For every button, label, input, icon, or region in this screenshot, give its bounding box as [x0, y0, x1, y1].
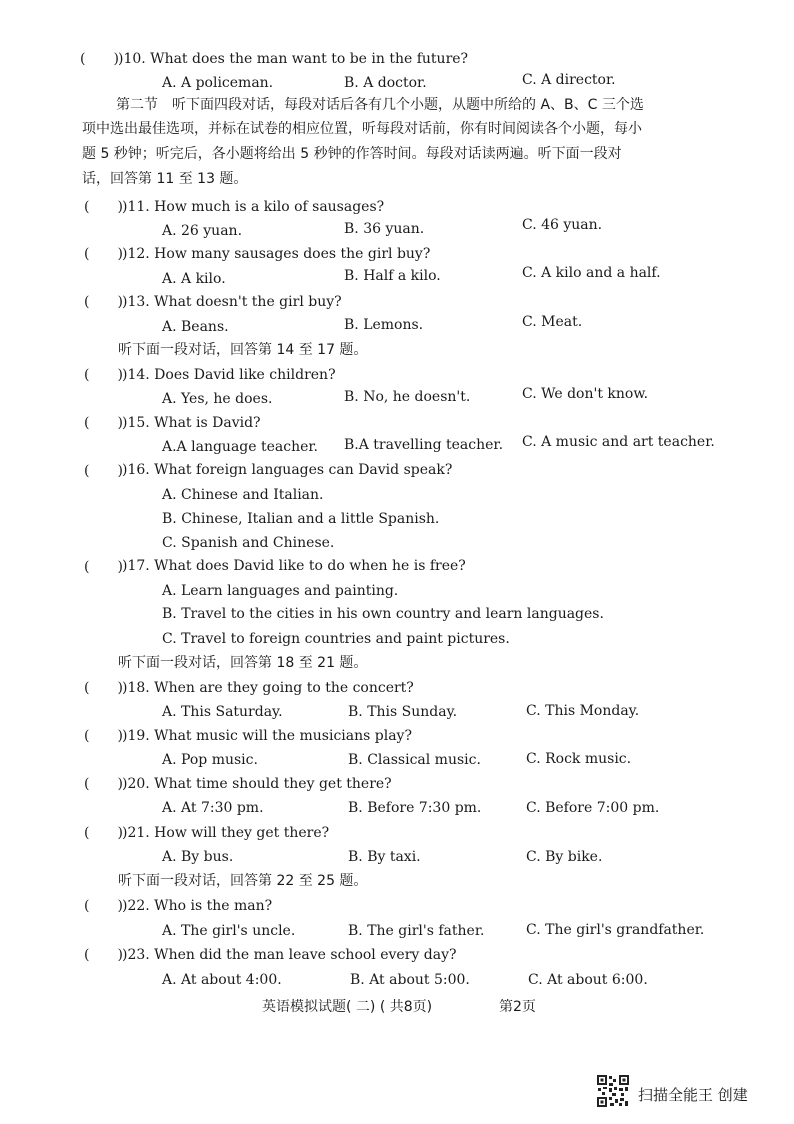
option-c: C. Meat. — [522, 314, 583, 330]
section-intro-line4: 话，回答第 11 至 13 题。 — [82, 171, 248, 187]
option-b: B. This Sunday. — [348, 704, 458, 720]
question-23: )23. When did the man leave school every day? — [122, 947, 457, 963]
option-a: A. Yes, he does. — [162, 391, 273, 407]
option-c: C. Spanish and Chinese. — [162, 535, 335, 551]
option-b: B. Before 7:30 pm. — [348, 800, 482, 816]
answer-blank[interactable]: ( ) — [80, 51, 119, 67]
question-21: )21. How will they get there? — [122, 825, 330, 841]
option-c: C. The girl's grandfather. — [526, 922, 705, 938]
option-b: B.A travelling teacher. — [344, 437, 504, 453]
question-18: )18. When are they going to the concert? — [122, 680, 414, 696]
option-a: A. Beans. — [162, 319, 229, 335]
answer-blank[interactable]: ( ) — [84, 367, 123, 383]
question-16: )16. What foreign languages can David speak? — [122, 462, 453, 478]
question-20: )20. What time should they get there? — [122, 776, 392, 792]
section-intro-line3: 题 5 秒钟；听完后，各小题将给出 5 秒钟的作答时间。每段对话读两遍。听下面一段对 — [82, 146, 622, 162]
question-22: )22. Who is the man? — [122, 898, 273, 914]
option-b: B. By taxi. — [348, 849, 421, 865]
option-b: B. The girl's father. — [348, 923, 485, 939]
scanner-watermark: 扫描全能王 创建 — [638, 1086, 748, 1104]
section-intro-line2: 项中选出最佳选项，并标在试卷的相应位置，听每段对话前，你有时间阅读各个小题，每小 — [82, 121, 642, 137]
option-c: C. A director. — [522, 72, 616, 88]
answer-blank[interactable]: ( ) — [84, 463, 123, 479]
answer-blank[interactable]: ( ) — [84, 680, 123, 696]
option-a: A. This Saturday. — [162, 704, 283, 720]
option-c: C. We don't know. — [522, 386, 649, 402]
option-a: A. By bus. — [162, 849, 234, 865]
question-11: )11. How much is a kilo of sausages? — [122, 199, 385, 215]
option-b: B. No, he doesn't. — [344, 389, 471, 405]
option-a: A. At 7:30 pm. — [162, 800, 264, 816]
dialog-instruction: 听下面一段对话，回答第 22 至 25 题。 — [118, 873, 368, 889]
answer-blank[interactable]: ( ) — [84, 728, 123, 744]
option-a: A. 26 yuan. — [162, 223, 243, 239]
option-b: B. Travel to the cities in his own country and learn languages. — [162, 606, 604, 622]
option-a: A. Learn languages and painting. — [162, 583, 399, 599]
qr-code-icon — [596, 1074, 630, 1108]
answer-blank[interactable]: ( ) — [84, 559, 123, 575]
option-a: A. The girl's uncle. — [162, 923, 296, 939]
option-a: A. Chinese and Italian. — [162, 487, 324, 503]
option-c: C. Rock music. — [526, 751, 632, 767]
question-14: )14. Does David like children? — [122, 367, 336, 383]
option-c: C. This Monday. — [526, 703, 640, 719]
question-17: )17. What does David like to do when he is free? — [122, 558, 466, 574]
option-b: B. 36 yuan. — [344, 221, 425, 237]
option-a: A.A language teacher. — [162, 439, 318, 455]
question-15: )15. What is David? — [122, 415, 261, 431]
option-a: A. A policeman. — [162, 75, 274, 91]
option-b: B. A doctor. — [344, 75, 427, 91]
option-c: C. Before 7:00 pm. — [526, 800, 660, 816]
footer-page-number: 第2页 — [499, 999, 536, 1015]
answer-blank[interactable]: ( ) — [84, 294, 123, 310]
option-a: A. Pop music. — [162, 752, 258, 768]
answer-blank[interactable]: ( ) — [84, 825, 123, 841]
question-12: )12. How many sausages does the girl buy? — [122, 246, 431, 262]
answer-blank[interactable]: ( ) — [84, 898, 123, 914]
footer-title: 英语模拟试题( 二) ( 共8页) — [262, 999, 433, 1015]
question-19: )19. What music will the musicians play? — [122, 728, 412, 744]
question-13: )13. What doesn't the girl buy? — [122, 294, 342, 310]
option-b: B. Half a kilo. — [344, 268, 441, 284]
option-a: A. At about 4:00. — [162, 972, 282, 988]
option-b: B. Lemons. — [344, 317, 424, 333]
option-c: C. By bike. — [526, 849, 603, 865]
option-b: B. At about 5:00. — [350, 972, 470, 988]
option-c: C. A music and art teacher. — [522, 434, 715, 450]
dialog-instruction: 听下面一段对话，回答第 14 至 17 题。 — [118, 342, 368, 358]
answer-blank[interactable]: ( ) — [84, 246, 123, 262]
option-c: C. 46 yuan. — [522, 217, 603, 233]
answer-blank[interactable]: ( ) — [84, 199, 123, 215]
answer-blank[interactable]: ( ) — [84, 947, 123, 963]
section-intro-line1: 第二节 听下面四段对话，每段对话后各有几个小题，从题中所给的 A、B、C 三个选 — [116, 97, 644, 113]
option-b: B. Classical music. — [348, 752, 481, 768]
option-c: C. Travel to foreign countries and paint pictures. — [162, 631, 510, 647]
dialog-instruction: 听下面一段对话，回答第 18 至 21 题。 — [118, 655, 368, 671]
option-b: B. Chinese, Italian and a little Spanish. — [162, 511, 440, 527]
option-c: C. At about 6:00. — [528, 972, 648, 988]
answer-blank[interactable]: ( ) — [84, 415, 123, 431]
answer-blank[interactable]: ( ) — [84, 776, 123, 792]
option-a: A. A kilo. — [162, 271, 226, 287]
option-c: C. A kilo and a half. — [522, 265, 661, 281]
question-10: )10. What does the man want to be in the future? — [118, 51, 469, 67]
